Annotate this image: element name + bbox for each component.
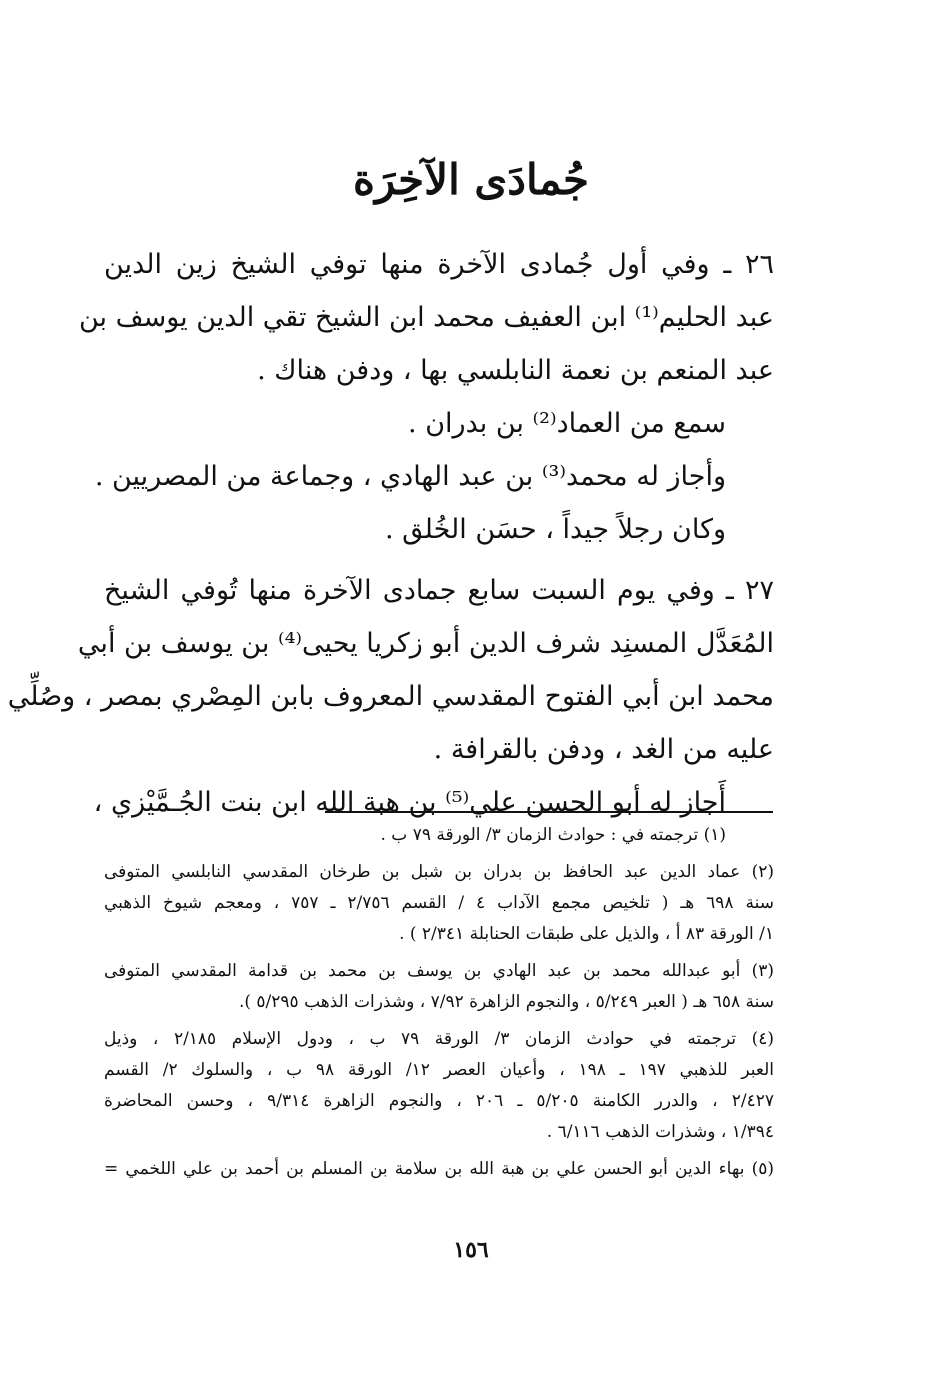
entry-26-line-3: عبد المنعم بن نعمة النابلسي بها ، ودفن هناك . bbox=[257, 355, 774, 386]
entry-26-line-2: عبد الحليم⁽¹⁾ ابن العفيف محمد ابن الشيخ تقي الدين يوسف بن bbox=[78, 302, 774, 333]
footnote-3-line-1: (٣) أبو عبدالله محمد بن عبد الهادي بن يوسف بن محمد بن قدامة المقدسي المتوفى bbox=[104, 961, 774, 981]
entry-26-character: وكان رجلاً جيداً ، حسَن الخُلق . bbox=[384, 514, 726, 545]
footnote-2-line-2: سنة ٦٩٨ هـ ( تلخيص مجمع الآداب ٤ / القسم ٢/٧٥٦ ـ ٧٥٧ ، ومعجم شيوخ الذهبي bbox=[104, 893, 774, 913]
footnote-4-line-2: العبر للذهبي ١٩٧ ـ ١٩٨ ، وأعيان العصر ١٢/ الورقة ٩٨ ب ، والسلوك ٢/ القسم bbox=[104, 1060, 775, 1080]
main-text bbox=[7, 238, 774, 829]
entry-27-line-1: ٢٧ ـ وفي يوم السبت سابع جمادى الآخرة منها تُوفي الشيخ bbox=[104, 575, 774, 606]
footnote-4-line-3: ٢/٤٢٧ ، والدرر الكامنة ٥/٢٠٥ ـ ٢٠٦ ، والنجوم الزاهرة ٩/٣١٤ ، وحسن المحاضرة bbox=[104, 1091, 774, 1111]
entry-27-line-2: المُعَدَّل المسنِد شرف الدين أبو زكريا يحيى⁽⁴⁾ بن يوسف بن أبي bbox=[77, 628, 774, 659]
footnote-separator bbox=[325, 811, 773, 813]
footnote-4-line-4: ١/٣٩٤ ، وشذرات الذهب ٦/١١٦ . bbox=[546, 1122, 774, 1142]
footnote-1-line-1: (١) ترجمته في : حوادث الزمان ٣/ الورقة ٧٩ ب . bbox=[380, 825, 726, 845]
paragraph-gap bbox=[104, 556, 774, 564]
footnote-5-line-1: (٥) بهاء الدين أبو الحسن علي بن هبة الله بن سلامة بن المسلم بن أحمد بن علي اللخمي = bbox=[104, 1159, 774, 1179]
footnote-3-line-2: سنة ٦٥٨ هـ ( العبر ٥/٢٤٩ ، والنجوم الزاهرة ٧/٩٢ ، وشذرات الذهب ٥/٢٩٥ ). bbox=[238, 992, 774, 1012]
entry-26-licensed-by: وأجاز له محمد⁽³⁾ بن عبد الهادي ، وجماعة من المصريين . bbox=[94, 461, 726, 492]
page-title: جُمادَى الآخِرَة bbox=[352, 155, 589, 204]
footnote-2-line-3: ١/ الورقة ٨٣ أ ، والذيل على طبقات الحنابلة ٢/٣٤١ ) . bbox=[399, 924, 774, 944]
page-number: ١٥٦ bbox=[453, 1237, 489, 1263]
footnote-4-line-1: (٤) ترجمته في حوادث الزمان ٣/ الورقة ٧٩ ب ، ودول الإسلام ٢/١٨٥ ، وذيل bbox=[104, 1029, 775, 1049]
entry-26-line-1: ٢٦ ـ وفي أول جُمادى الآخرة منها توفي الشيخ زين الدين bbox=[104, 249, 774, 280]
footnote-2-line-1: (٢) عماد الدين عبد الحافظ بن بدران بن شبل بن طرخان المقدسي النابلسي المتوفى bbox=[104, 862, 774, 882]
footnotes bbox=[104, 820, 774, 1185]
entry-26-heard-from: سمع من العماد⁽²⁾ بن بدران . bbox=[408, 408, 726, 439]
entry-27-licensed-by: أَجاز له أبو الحسن علي⁽⁵⁾ بن هبة الله ابن بنت الجُـمَّيْزي ، bbox=[93, 787, 726, 818]
entry-27-line-3: محمد ابن أبي الفتوح المقدسي المعروف بابن المِصْري بمصر ، وصُلِّي bbox=[7, 681, 774, 712]
entry-27-line-4: عليه من الغد ، ودفن بالقرافة . bbox=[433, 734, 774, 765]
